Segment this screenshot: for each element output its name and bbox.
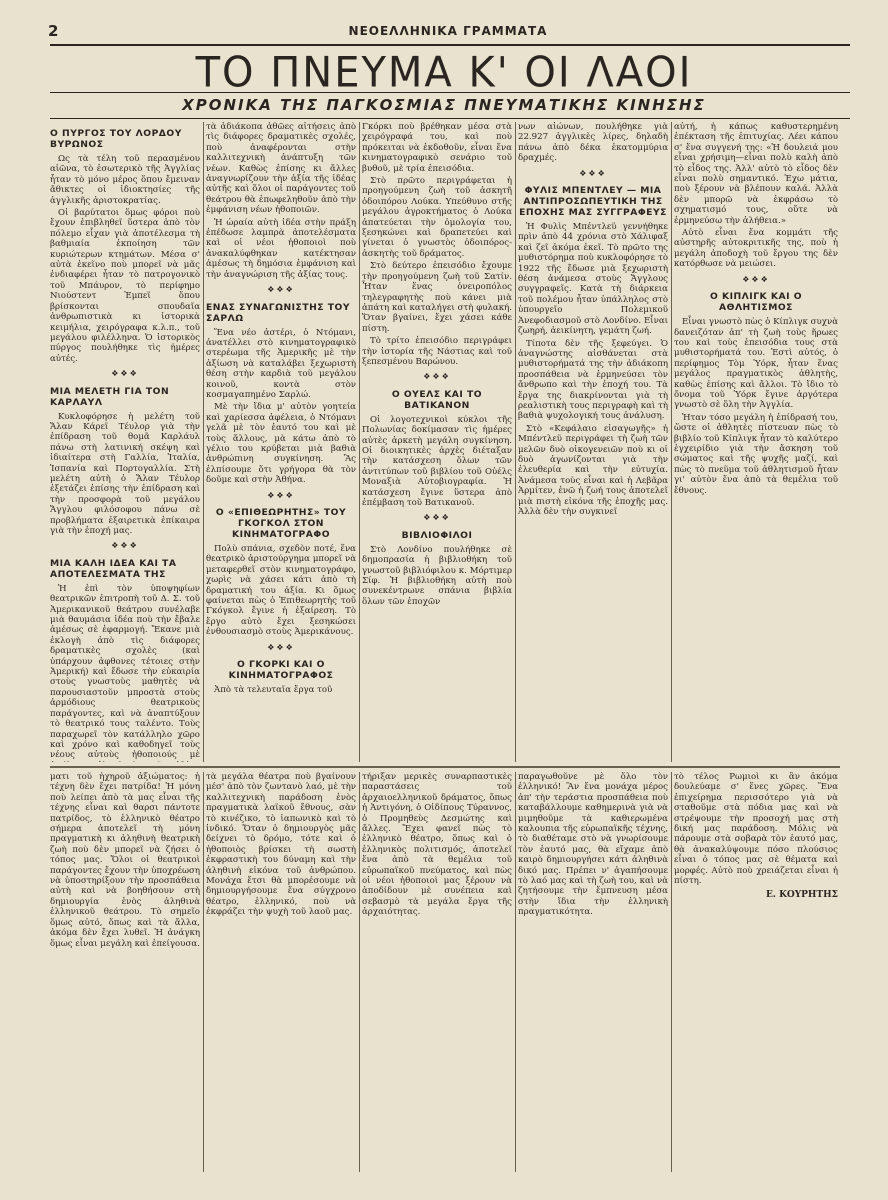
ornament: ❖❖❖ [423,372,451,382]
article-paragraph: Ἀπὸ τὰ τελευταῖα ἔργα τοῦ [214,685,333,696]
article-paragraph: Ἡ ἐπὶ τὸν ὑποψηφίων θεατρικῶν ἐπιτροπὴ τοῦ Δ. Σ. τοῦ Ἀμερικανικοῦ θεάτρου συνέλαβε μιὰ θαυμάσια ἰδέα ποὺ τὴν ἔβαλε ἀμέσως σὲ ἐφαρμογή. Ἔκανε μιὰ ἐκλογὴ ἀπὸ τὶς διάφορες δραματικὲς σχολὲς (καὶ ὑπάρχουν ἀφθονες τέτοιες στὴν Ἀμερική) καὶ ἔδωσε τὴν εὐκαιρία στοὺς γνωστοὺς μαθητὲς νὰ παρουσιαστοῦν μπροστὰ στοὺς ἀρμόδιους θεατρικοὺς παράγοντες, καὶ νὰ ἀναπτύξουν τὸ θεατρικό τους ταλέντο. Τοὺς παραχωρεῖ τὸν κατάλληλο χῶρο καὶ χρόνο καὶ καθοδηγεῖ τοὺς νέους αὐτοὺς ἠθοποιούς μὲ [50,583,200,761]
top-rule [50,44,850,46]
article-heading: Ο ΟΥΕΛΣ ΚΑΙ ΤΟ ΒΑΤΙΚΑΝΟΝ [391,388,483,411]
ornament: ❖❖❖ [267,490,295,500]
author-signature: Ε. ΚΟΥΡΗΤΗΣ [765,890,838,901]
article-paragraph: Οἱ λογοτεχνικοὶ κύκλοι τῆς Πολωνίας δοκίμασαν τὶς ἡμέρες αὐτὲς ἀρκετὴ μεγάλη συγκίνηση. Οἱ διοικητικὲς ἀρχὲς διέταξαν τὴν κατάσχεση ὅλων τῶν ἀντιτύπων τοῦ βιβλίου τοῦ Οὐέλς Μοναξιὰ Αὐτοβιογραφία. Ἡ κατάσχεση ἔγινε ὕστερα ἀπὸ ἐπέμβαση τοῦ Βατικανοῦ. [362,414,512,508]
column-divider [671,122,672,762]
column-2 [206,122,356,762]
article-heading: ΕΝΑΣ ΣΥΝΑΓΩΝΙΣΤΗΣ ΤΟΥ ΣΑΡΛΩ [206,301,350,324]
ornament: ❖❖❖ [423,513,451,523]
page-title: ΤΟ ΠΝΕΥΜΑ Κ' ΟΙ ΛΑΟΙ [195,48,693,98]
column-divider [203,772,204,1172]
bottom-column-4 [518,772,668,1172]
article-heading: ΜΙΑ ΜΕΛΕΤΗ ΓΙΑ ΤΟΝ ΚΑΡΛΑΥΛ [50,385,170,408]
article-heading: ΦΥΛΙΣ ΜΠΕΝΤΛΕΥ — ΜΙΑ ΑΝΤΙΠΡΟΣΩΠΕΥΤΙΚΗ ΤΗΣ ΕΠΟΧΗΣ ΜΑΣ ΣΥΓΓΡΑΦΕΥΣ [519,185,667,219]
article-paragraph: Τίποτα δὲν τῆς ξεφεύγει. Ὁ ἀναγνώστης αἰσθάνεται στὰ μυθιστορήματά της τὴν ἀδιάκοπη προσπάθεια νὰ ἐρμηνεύσει τὸν ἄνθρωπο καὶ τὴν ἐποχή του. Τὰ ἔργα της διακρίνονται γιὰ τὴ ρεαλιστικὴ τους περιγραφὴ καὶ τὴ βαθιὰ ψυχολογική τους ἀνάλυση. [518,338,668,422]
ornament: ❖❖❖ [579,168,607,178]
article-paragraph: Ἕνα νέο ἀστέρι, ὁ Ντόμανι, ἀνατέλλει στὸ κινηματογραφικὸ στερέωμα τῆς Ἀμερικῆς μὲ τὴν ἀξίωση νὰ καταλάβει ξεχωριστὴ θέση στὴν καρδιὰ τοῦ μεγάλου κοινοῦ, κοντὰ στὸν κοσμαγαπημένο Σαρλώ. [206,327,356,400]
article-heading: Ο ΠΥΡΓΟΣ ΤΟΥ ΛΟΡΔΟΥ ΒΥΡΩΝΟΣ [50,128,182,150]
masthead-title: ΝΕΟΕΛΛΗΝΙΚΑ ΓΡΑΜΜΑΤΑ [348,24,548,38]
article-paragraph: Ἡ Φυλὶς Μπέντλεϋ γεννήθηκε πρὶν ἀπὸ 44 χρόνια στὸ Χάλιφαξ καὶ ζεῖ ἀκόμα ἐκεῖ. Τὸ πρῶτο της μυθιστόρημα ποὺ κυκλοφόρησε τὸ 1922 τῆς ἔδωσε μιὰ ξεχωριστὴ θέση ἀνάμεσα στοὺς Ἄγγλους συγγραφεῖς. Κατὰ τὴ διάρκεια τοῦ πολέμου ἦταν ὑπάλληλος στὸ ὑπουργεῖο Πολεμικοῦ Ἀνεφοδιασμοῦ στὸ Λονδίνο. Εἶναι ζωηρή, ἀεικίνητη, γεμάτη ζωή. [518,222,668,337]
page-number: 2 [48,22,59,40]
article-paragraph: Ἡ ὡραία αὐτὴ ἰδέα στὴν πράξη ἐπέδωσε λαμπρὰ ἀποτελέσματα καὶ οἱ νέοι ἠθοποιοὶ ποὺ ἀνακαλύφθηκαν κατέκτησαν ἀμέσως τὴ δημόσια ἐμφάνιση καὶ τὴν ἀναγνώριση τῆς ἀξίας τους. [206,217,356,280]
article-paragraph: τήριξαν μερικὲς συναρπαστικὲς παραστάσεις τοῦ ἀρχαιοελληνικοῦ δράματος, ὅπως ἡ Ἀντιγόνη, ὁ Οἰδίπους Τύραννος, ὁ Προμηθεὺς Δεσμώτης καὶ ἄλλες. Ἔχει φανεῖ πὼς τὸ ἑλληνικὸ θέατρο, ὅπως καὶ ὁ ἑλληνικὸς πολιτισμός, ἀποτελεῖ ἕνα ἀπὸ τὰ θεμέλια τοῦ εὐρωπαϊκοῦ πνεύματος, καὶ πὼς οἱ νέοι ἠθοποιοὶ μας ξέρουν νὰ ἀποδίδουν μὲ συνέπεια καὶ σεβασμὸ τὰ μεγάλα ἔργα τῆς ἀρχαιότητας. [362,772,512,918]
article-paragraph: Αὐτὸ εἶναι ἕνα κομμάτι τῆς αὐστηρῆς αὐτοκριτικῆς της, ποὺ ἡ μεγάλη ἀποδοχὴ τοῦ ἔργου της δὲν κατόρθωσε νὰ μειώσει. [674,228,838,270]
article-heading: ΒΙΒΛΙΟΦΙΛΟΙ [401,529,473,541]
article-paragraph: Εἶναι γνωστὸ πὼς ὁ Κίπλιγκ συχνὰ δανειζόταν ἀπ' τὴ ζωὴ τοὺς ἥρωες του καὶ τοὺς ἐπεισόδια τους στὰ μυθιστορήματά του. Ἐστὶ αὐτός, ὁ περίφημος Τὸμ Ὑόρκ, ἦταν ἕνας μεγάλος πραγματικὸς ἀθλητὴς, καθὼς ἐπίσης καὶ ἄλλοι. Τὸ ἴδιο τὸ ὄνομα τοῦ Ὑόρκ ἔγινε ἀργότερα γνωστὸ σὲ ὅλη τὴν Ἀγγλία. [674,317,838,411]
subtitle-rule [50,118,850,119]
article-paragraph: νων αἰώνων, πουλήθηκε γιὰ 22.927 ἀγγλικὲς λίρες, δηλαδὴ πάνω ἀπὸ δέκα ἑκατομμύρια δραχμές. [518,122,668,164]
ornament: ❖❖❖ [111,369,139,379]
title-rule [50,92,850,93]
article-paragraph: Στὸ Λονδίνο πουλήθηκε σὲ δημοπρασία ἡ βιβλιοθήκη τοῦ γνωστοῦ βιβλιόφιλου κ. Μόρτιμερ Σίφ. Ἡ βιβλιοθήκη αὐτὴ ποὺ συνεκέντρωνε σπάνια βιβλία ὅλων τῶν ἐποχῶν [362,544,512,607]
ornament: ❖❖❖ [267,642,295,652]
article-heading: Ο ΓΚΟΡΚΙ ΚΑΙ Ο ΚΙΝΗΜΑΤΟΓΡΑΦΟΣ [228,659,334,682]
article-paragraph: Στὸ «Κεφάλαιο εἰσαγωγῆς» ἡ Μπέντλεϋ περιγράφει τὴ ζωὴ τῶν μελῶν δυὸ οἰκογενειῶν ποὺ κι οἱ δυὸ ἀγωνίζονται γιὰ τὴν ἐλευθερία καὶ τὴν εὐτυχία. Ἀνάμεσα τοὺς εἶναι καὶ ἡ Λεβᾶρα Ἀρμίτεν, ἐνῶ ἡ ζωή τους ἀποτελεῖ μιὰ πιστὴ εἰκόνα τῆς ἐποχῆς μας. Ἀλλὰ δὲν τὴν συγκινεῖ [518,423,668,517]
article-paragraph: τὸ τέλος Ρωμιοὶ κι ἂν ἀκόμα δουλεύαμε σ' ἕνες χῶρες. Ἕνα ἐπιχείρημα περισσότερο γιὰ νὰ σταθοῦμε στὰ πόδια μας καὶ νὰ στρέψουμε τὴν προσοχή μας στὴ δική μας παράδοση. Μόλις νὰ πάρουμε στὰ σοβαρὰ τὸν ἑαυτό μας, θὰ ἀνακαλύψουμε πόσο πλούσιος εἶναι ὁ τόπος μας σὲ θέματα καὶ μορφές. Αὐτὸ ποὺ χρειάζεται εἶναι ἡ πίστη. [674,772,838,887]
article-paragraph: Μὲ τὴν ἴδια μ' αὐτὸν γοητεία καὶ χαρίεσσα ἀφέλεια, ὁ Ντόμανι γελᾶ μὲ τὸν ἑαυτό του καὶ μὲ τοὺς ἄλλους, μὰ κάτω ἀπὸ τὸ γέλιο του κρύβεται μιὰ βαθιὰ ἀνθρώπινη συγκίνηση. Ἂς ἐλπίσουμε ὅτι γρήγορα θὰ τὸν δοῦμε καὶ στὴν Ἀθήνα. [206,402,356,486]
masthead [48,22,848,44]
article-paragraph: Οἱ βαρύτατοι ὅμως φόροι ποὺ ἔχουν ἐπιβληθεῖ ὕστερα ἀπὸ τὸν πόλεμο εἶχαν γιὰ ἀποτέλεσμα τὴ βαθμιαία ἐκποίηση τῶν κυριώτερων κτημάτων. Μέσα σ' αὐτὰ ἐκεῖνο ποὺ μπορεῖ νὰ μᾶς ἐνδιαφέρει ἦταν τὸ πατρογονικὸ τοῦ Μπάυρον, τὸ περίφημο Νιούστεντ Ἐμπεϊ ὅπου βρίσκονται σπουδαῖα ἀνθρωπιστικὰ κι ἱστορικὰ κειμήλια, χειρόγραφα κ.λ.π., τοῦ μεγάλου φιλέλληνα. Ὁ ἱστορικὸς πύργος πουλήθηκε τὶς ἡμέρες αὐτές. [50,208,200,364]
page-subtitle: ΧΡΟΝΙΚΑ ΤΗΣ ΠΑΓΚΟΣΜΙΑΣ ΠΝΕΥΜΑΤΙΚΗΣ ΚΙΝΗΣΗΣ [182,96,706,114]
column-5 [674,122,838,762]
bottom-column-5 [674,772,838,1172]
article-paragraph: Τὸ τρίτο ἐπεισόδιο περιγράφει τὴν ἱστορία τῆς Νάστιας καὶ τοῦ ξεπεσμένου Βαρώνου. [362,336,512,367]
ornament: ❖❖❖ [267,285,295,295]
column-divider [359,122,360,762]
column-divider [671,772,672,1172]
article-paragraph: τὰ ἀδιάκοπα ἀθῶες αἰτήσεις ἀπὸ τὶς διάφορες δραματικὲς σχολές, ποὺ ἀναφέρονται στὴν καλλιτεχνικὴ ἀνάπτυξη τῶν νέων. Καθὼς ἐπίσης κι ἄλλες ἀναγνωρίζουν τὴν ἀξία τῆς ἰδέας αὐτῆς καὶ ὅλοι οἱ παράγοντες τοῦ θεάτρου θὰ ἐπωφεληθοῦν ἀπὸ τὴν ἐμφάνιση νέων ἠθοποιῶν. [206,122,356,216]
article-paragraph: ματι τοῦ ἠχηροῦ ἀξιώματος: ἡ τέχνη δὲν ἔχει πατρίδα! Ἡ μόνη ποὺ λείπει ἀπὸ τὰ μας εἶναι τῆς τέχνης εἶναι καὶ θαρσι πάντοτε πατρίδος, τὸ ἑλληνικὸ θέατρο σήμερα ἀποτελεῖ τὴ μόνη πραγματικὴ κι ἀληθινὴ θεατρικὴ ζωὴ ποὺ δὲν μπορεῖ νὰ ζήσει ὁ τόπος μας. Ὅλοι οἱ θεατρικοὶ παράγοντες ἔχουν τὴν ὑποχρέωση νὰ ὑποστηρίξουν τὴν προσπάθεια αὐτὴ καὶ νὰ βοηθήσουν στὴ δημιουργία ἑνὸς ἀληθινὰ ἑλληνικοῦ θεάτρου. Τὸ σημεῖο ὅμως αὐτό, ὅπως καὶ τὰ ἄλλα, ἀκόμα δὲν ἔχει λυθεῖ. Ἡ ἀνάγκη ὅμως εἶναι μεγάλη καὶ ἐπείγουσα. [50,772,200,949]
section-rule [50,766,840,768]
article-paragraph: Ως τὰ τέλη τοῦ περασμένου αἰῶνα, τὸ ἐσωτερικὸ τῆς Ἀγγλίας ἦταν τὸ μόνο μέρος ὅπου ἔμειναν ἄθικτες οἱ ἰδιοκτησίες τῆς ἀγγλικῆς ἀριστοκρατίας. [50,154,200,206]
bottom-column-3 [362,772,512,1172]
article-paragraph: αὐτή, ἡ κάπως καθυστερημένη ἐπέκταση τῆς ἐπιτυχίας. Λέει κάπου σ' ἕνα συγγενή της: «Ἡ δουλειά μου εἶναι χρήσιμη—εἶναι πολὺ καλὴ ἀπὸ τὸ εἶδος της. Ἀλλ' αὐτὸ τὸ εἶδος δὲν εἶναι πολὺ σημαντικό. Ἐχω μάτια, ποὺ ξέρουν νὰ βλέπουν καλά. Ἀλλὰ δὲν μπορῶ νὰ ἐκφράσω τὸ σχηματισμό τους, οὔτε νὰ ἐρμηνεύσω τὴν ἀλήθεια.» [674,122,838,226]
column-divider [515,772,516,1172]
bottom-column-2 [206,772,356,1172]
column-divider [515,122,516,762]
article-paragraph: Στὸ δεύτερο ἐπεισόδιο ἔχουμε τὴν προηγούμενη ζωὴ τοῦ Σατίν. Ἦταν ἕνας ὀνειροπόλος τηλεγραφητὴς ποὺ κάνει μιὰ ἀπάτη καὶ καταλήγει στὴ φυλακή. Ὅταν βγαίνει, ἔχει χάσει κάθε πίστη. [362,261,512,334]
bottom-column-1 [50,772,200,1172]
column-1 [50,122,200,762]
column-4 [518,122,668,762]
article-paragraph: Ἡταν τόσο μεγάλη ἡ ἐπίδρασή του, ὥστε οἱ ἀθλητὲς πίστευαν πὼς τὸ βιβλίο τοῦ Κίπλιγκ ἦταν τὸ καλύτερο ἐγχειρίδιο γιὰ τὴν ἄσκηση τοῦ σώματος καὶ τῆς ψυχῆς μαζί, καὶ πὼς τὸ πνεῦμα τοῦ ἀθλητισμοῦ ἦταν γι' αὐτὸν ἕνα ἀπὸ τὰ θεμέλια τοῦ ἔθνους. [674,412,838,496]
article-paragraph: παραγωθοῦνε μὲ ὅλο τὸν ἑλληνικό! Ἂν ἔνα μονάχα μέρος ἀπ' τὴν τεράστια προσπάθεια ποὺ καταβάλλουμε καθημερινὰ γιὰ νὰ μιμηθοῦμε τὰ καθιερωμένα καλουπια τῆς εὐρωπαϊκῆς τέχνης, τὸ διαθέταμε στὸ νὰ γνωρίσουμε τὸν ἑαυτό μας, θὰ εἴχαμε ἀπὸ καιρὸ δημιουργήσει κάτι ἀληθινὰ δικό μας. Πρέπει ν' ἀγαπήσουμε τὸ λαό μας καὶ τὴ ζωὴ του, καὶ νὰ ζητήσουμε τὴν ἔμπνευση μέσα στὴν ἴδια τὴν ἑλληνικὴ πραγματικότητα. [518,772,668,918]
column-divider [203,122,204,762]
ornament: ❖❖❖ [111,541,139,551]
article-paragraph: Γκόρκι ποὺ βρέθηκαν μέσα στὰ χειρόγραφά του, καὶ ποὺ πρόκειται νὰ ἐκδοθοῦν, εἶναι ἕνα κινηματογραφικὸ σενάριο τοῦ βυθοῦ, μὲ τρία ἐπεισόδια. [362,122,512,174]
article-paragraph: Κυκλοφόρησε ἡ μελέτη τοῦ Ἄλαν Κάρεϊ Τέυλορ γιὰ τὴν ἐπίδραση τοῦ θομᾶ Καρλάυλ πάνω στὴ λατινική σκέψη καὶ ἰδιαίτερα στὴ Γαλλία, Ἰταλία, Ἰσπανία καὶ Πορτογαλλία. Στὴ μελέτη αὐτὴ ὁ Ἄλαν Τέυλορ ἐξετάζει ἐπίσης τὴν ἐπίδραση καὶ τὴν προσφορὰ τοῦ μεγάλου Ἄγγλου φιλόσοφου πάνω σὲ προβλήματα ἐξαιρετικὰ ἐπίκαιρα γιὰ τὴν ἐποχή μας. [50,411,200,536]
ornament: ❖❖❖ [742,274,770,284]
article-paragraph: Πολὺ σπάνια, σχεδὸν ποτέ, ἕνα θεατρικὸ ἀριστούργημα μπορεῖ νὰ μεταφερθεῖ στὸν κινηματογράφο, χωρὶς νὰ χάσει κάτι ἀπὸ τὴ δραματική του ἀξία. Κι ὅμως φαίνεται πὼς ὁ Ἐπιθεωρητὴς τοῦ Γκόγκολ ἔγινε ἡ ἐξαίρεση. Τὸ ἔργο αὐτὸ ἔχει ξεσηκώσει ἐνθουσιασμὸ στοὺς Ἀμερικάνους. [206,544,356,638]
column-divider [359,772,360,1172]
article-paragraph: Στὸ πρῶτο περιγράφεται ἡ προηγούμενη ζωὴ τοῦ ἀσκητῆ ὁδοιπόρου Λούκα. Υπεύθυνο στῆς μεγάλου ἀγροκτήματος ὁ Λούκα ἀπατεύεται τὴν ὁμολογία του, ξεσηκώνει καὶ δραπετεύει καὶ γίνεται ὁ γνωστὸς ὁδοιπόρος-ἀσκητὴς τοῦ δράματος. [362,176,512,259]
article-heading: Ο ΚΙΠΛΙΓΚ ΚΑΙ Ο ΑΘΛΗΤΙΣΜΟΣ [709,291,803,314]
article-paragraph: τὰ μεγάλα θέατρα ποὺ βγαίνουν μέσ' ἀπὸ τὸν ζωντανὸ λαό, μὲ τὴν καλλιτεχνικὴ παράδοση ἑνὸς πραγματικὰ λαϊκοῦ ἔθνους, σὰν τὸ κινέζικο, τὸ ἰαπωνικὸ καὶ τὸ ἰνδικό. Ὅταν ὁ δημιουργὸς μᾶς δείχνει τὸ δρόμο, τότε καὶ ὁ ἠθοποιὸς βρίσκει τὴ σωστὴ ἐκφραστικὴ του δύναμη καὶ τὴν ἀληθινὴ εἰκόνα τοῦ ἀνθρώπου. Μονάχα ἔτσι θὰ μπορέσουμε νὰ δημιουργήσουμε ἕνα σύγχρονο θέατρο, ἑλληνικό, ποὺ νὰ ἐκφράζει τὴν ψυχὴ τοῦ λαοῦ μας. [206,772,356,918]
article-heading: Ο «ΕΠΙΘΕΩΡΗΤΗΣ» ΤΟΥ ΓΚΟΓΚΟΛ ΣΤΟΝ ΚΙΝΗΜΑΤΟΓΡΑΦΟ [215,507,347,540]
article-heading: ΜΙΑ ΚΑΛΗ ΙΔΕΑ ΚΑΙ ΤΑ ΑΠΟΤΕΛΕΣΜΑΤΑ ΤΗΣ [50,557,177,580]
column-3 [362,122,512,762]
